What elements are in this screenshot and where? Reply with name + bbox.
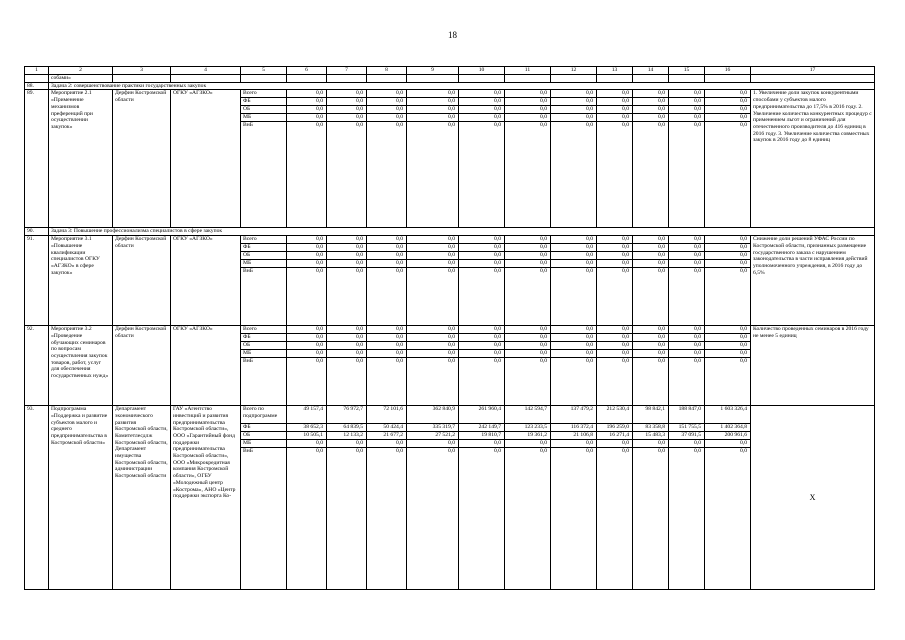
amount-cell: 0,0 <box>459 260 505 268</box>
amount-cell: 0,0 <box>705 448 751 590</box>
funding-source: Всего по подпрограмме <box>241 406 287 424</box>
funding-source: Всего <box>241 236 287 244</box>
col-header: 13 <box>597 67 633 75</box>
row-number: 93. <box>25 406 49 590</box>
amount-cell: 0,0 <box>407 440 459 448</box>
amount-cell: 0,0 <box>597 342 633 350</box>
task-row <box>25 228 875 236</box>
amount-cell: 0,0 <box>367 326 407 334</box>
amount-cell: 0,0 <box>459 244 505 252</box>
amount-cell: 0,0 <box>633 252 669 260</box>
funding-source: ОБ <box>241 342 287 350</box>
amount-cell: 0,0 <box>705 98 751 106</box>
amount-cell: 0,0 <box>367 106 407 114</box>
amount-cell: 0,0 <box>459 358 505 406</box>
amount-cell: 0,0 <box>407 448 459 590</box>
amount-cell: 0,0 <box>367 236 407 244</box>
amount-cell: 0,0 <box>505 342 551 350</box>
amount-cell: 0,0 <box>669 114 705 122</box>
amount-cell: 0,0 <box>705 342 751 350</box>
amount-cell: 0,0 <box>367 260 407 268</box>
amount-cell: 0,0 <box>407 252 459 260</box>
amount-cell: 151 755,5 <box>669 424 705 432</box>
amount-cell: 0,0 <box>327 236 367 244</box>
amount-cell: 0,0 <box>551 268 597 326</box>
amount-cell: 0,0 <box>287 326 327 334</box>
col-header: 2 <box>49 67 113 75</box>
amount-cell: 76 972,7 <box>327 406 367 424</box>
amount-cell: 0,0 <box>367 448 407 590</box>
amount-cell: 0,0 <box>367 114 407 122</box>
amount-cell: 0,0 <box>505 252 551 260</box>
amount-cell: 38 652,3 <box>287 424 327 432</box>
participant: ГАУ «Агентство инвестиций и развития предпринимательства Костромской области», ООО «Гарантийный фонд поддержки предпринимательства Костромской области», ООО «Микрокредитная компания Костромской области», ОГБУ «Молодежный центр «Кострома», АНО «Центр поддержки экспорта Ко- <box>171 406 241 590</box>
amount-cell: 0,0 <box>597 358 633 406</box>
amount-cell: 0,0 <box>327 358 367 406</box>
amount-cell: 0,0 <box>327 252 367 260</box>
funding-source: МБ <box>241 440 287 448</box>
amount-cell: 0,0 <box>551 358 597 406</box>
amount-cell: 0,0 <box>705 244 751 252</box>
amount-cell: 0,0 <box>287 334 327 342</box>
amount-cell: 0,0 <box>367 334 407 342</box>
amount-cell: 0,0 <box>633 90 669 98</box>
col-header: 3 <box>113 67 171 75</box>
col-header: 9 <box>407 67 459 75</box>
amount-cell: 0,0 <box>705 350 751 358</box>
responsible-executor: Департамент экономического развития Костромской области, Комитетлесдлж Костромской области, Департамент имущества Костромской области, администрации Костромской области <box>113 406 171 590</box>
amount-cell: 0,0 <box>407 334 459 342</box>
amount-cell: 0,0 <box>551 114 597 122</box>
amount-cell: 0,0 <box>505 98 551 106</box>
amount-cell: 0,0 <box>551 236 597 244</box>
amount-cell: 83 358,8 <box>633 424 669 432</box>
amount-cell: 98 842,1 <box>633 406 669 424</box>
amount-cell: 362 840,9 <box>407 406 459 424</box>
amount-cell: 0,0 <box>287 122 327 228</box>
amount-cell: 0,0 <box>597 350 633 358</box>
continuation-row <box>25 75 875 83</box>
amount-cell: 0,0 <box>597 122 633 228</box>
col-header: 12 <box>551 67 597 75</box>
responsible-executor: Дерфин Костромской области <box>113 326 171 406</box>
amount-cell: 142 594,7 <box>505 406 551 424</box>
amount-cell: 0,0 <box>459 252 505 260</box>
amount-cell: 0,0 <box>327 90 367 98</box>
activity-row <box>25 406 875 424</box>
amount-cell: 0,0 <box>287 440 327 448</box>
amount-cell: 0,0 <box>367 122 407 228</box>
amount-cell: 0,0 <box>327 326 367 334</box>
amount-cell: 1 402 364,8 <box>705 424 751 432</box>
amount-cell: 0,0 <box>407 98 459 106</box>
funding-source: Всего <box>241 90 287 98</box>
amount-cell: 0,0 <box>327 244 367 252</box>
amount-cell: 0,0 <box>287 350 327 358</box>
amount-cell: 0,0 <box>287 358 327 406</box>
amount-cell: 0,0 <box>459 326 505 334</box>
amount-cell: 0,0 <box>367 342 407 350</box>
amount-cell: 0,0 <box>287 106 327 114</box>
row-number: 88. <box>25 82 49 90</box>
funding-source: ОБ <box>241 432 287 440</box>
participant: ОГКУ «АГЗКО» <box>171 236 241 326</box>
amount-cell: 0,0 <box>633 440 669 448</box>
amount-cell: 0,0 <box>367 440 407 448</box>
funding-source: МБ <box>241 260 287 268</box>
amount-cell: 0,0 <box>459 106 505 114</box>
amount-cell: 0,0 <box>459 448 505 590</box>
amount-cell: 0,0 <box>505 448 551 590</box>
program-table <box>24 66 875 590</box>
amount-cell: 0,0 <box>705 252 751 260</box>
amount-cell: 0,0 <box>705 440 751 448</box>
amount-cell: 200 961,6 <box>705 432 751 440</box>
amount-cell: 0,0 <box>633 244 669 252</box>
amount-cell: 0,0 <box>407 114 459 122</box>
col-header: 15 <box>669 67 705 75</box>
responsible-executor: Дерфин Костромской области <box>113 90 171 228</box>
table-body <box>25 67 875 590</box>
amount-cell: 0,0 <box>633 106 669 114</box>
amount-cell: 0,0 <box>505 244 551 252</box>
amount-cell: 0,0 <box>705 268 751 326</box>
col-header: 8 <box>367 67 407 75</box>
amount-cell: 0,0 <box>407 236 459 244</box>
amount-cell: 0,0 <box>407 342 459 350</box>
amount-cell: 0,0 <box>705 114 751 122</box>
amount-cell: 0,0 <box>551 448 597 590</box>
amount-cell: 0,0 <box>551 342 597 350</box>
amount-cell: 0,0 <box>705 334 751 342</box>
funding-source: ФБ <box>241 98 287 106</box>
amount-cell: 0,0 <box>367 90 407 98</box>
amount-cell: 0,0 <box>669 244 705 252</box>
amount-cell: 0,0 <box>633 350 669 358</box>
amount-cell: 0,0 <box>669 236 705 244</box>
task-title: Задача 2: совершенствование практики государственных закупок <box>49 82 875 90</box>
amount-cell: 72 101,6 <box>367 406 407 424</box>
amount-cell: 0,0 <box>327 440 367 448</box>
page-number: 18 <box>448 30 457 40</box>
amount-cell: 0,0 <box>551 244 597 252</box>
amount-cell: 0,0 <box>505 334 551 342</box>
amount-cell: 0,0 <box>551 106 597 114</box>
amount-cell: 0,0 <box>459 114 505 122</box>
amount-cell: 0,0 <box>597 440 633 448</box>
amount-cell: 0,0 <box>669 448 705 590</box>
amount-cell: 0,0 <box>633 334 669 342</box>
amount-cell: 123 233,5 <box>505 424 551 432</box>
amount-cell: 21 677,2 <box>367 432 407 440</box>
amount-cell: 0,0 <box>287 252 327 260</box>
amount-cell: 0,0 <box>633 448 669 590</box>
amount-cell: 0,0 <box>597 260 633 268</box>
amount-cell: 0,0 <box>633 326 669 334</box>
col-header: 6 <box>287 67 327 75</box>
activity-name: Мероприятие 3.1 «Повышение квалификации специалистов ОГКУ «АГЗКО» в сфере закупок» <box>49 236 113 326</box>
amount-cell: 0,0 <box>407 260 459 268</box>
amount-cell: 19 361,2 <box>505 432 551 440</box>
row-number: 89. <box>25 90 49 228</box>
amount-cell: 0,0 <box>551 260 597 268</box>
amount-cell: 0,0 <box>327 448 367 590</box>
amount-cell: 0,0 <box>327 98 367 106</box>
amount-cell: 0,0 <box>505 440 551 448</box>
amount-cell: 0,0 <box>705 90 751 98</box>
amount-cell: 0,0 <box>287 114 327 122</box>
amount-cell: 0,0 <box>505 106 551 114</box>
amount-cell: 0,0 <box>597 326 633 334</box>
amount-cell: 0,0 <box>287 342 327 350</box>
amount-cell: 0,0 <box>551 98 597 106</box>
activity-row <box>25 236 875 244</box>
funding-source: МБ <box>241 350 287 358</box>
amount-cell: 0,0 <box>705 326 751 334</box>
amount-cell: 0,0 <box>633 260 669 268</box>
amount-cell: 0,0 <box>669 342 705 350</box>
amount-cell: 242 149,7 <box>459 424 505 432</box>
amount-cell: 0,0 <box>505 268 551 326</box>
amount-cell: 0,0 <box>633 358 669 406</box>
amount-cell: 0,0 <box>459 268 505 326</box>
amount-cell: 0,0 <box>551 90 597 98</box>
amount-cell: 0,0 <box>367 358 407 406</box>
amount-cell: 15 483,3 <box>633 432 669 440</box>
amount-cell: 0,0 <box>505 90 551 98</box>
amount-cell: 0,0 <box>669 252 705 260</box>
amount-cell: 0,0 <box>551 122 597 228</box>
amount-cell: 0,0 <box>459 236 505 244</box>
funding-source: ВнБ <box>241 268 287 326</box>
amount-cell: 137 479,2 <box>551 406 597 424</box>
amount-cell: 0,0 <box>669 358 705 406</box>
amount-cell: 0,0 <box>367 252 407 260</box>
expected-result: Х <box>751 406 875 590</box>
amount-cell: 0,0 <box>459 90 505 98</box>
funding-source: МБ <box>241 114 287 122</box>
amount-cell: 0,0 <box>505 358 551 406</box>
amount-cell: 0,0 <box>633 268 669 326</box>
amount-cell: 0,0 <box>597 98 633 106</box>
amount-cell: 0,0 <box>407 358 459 406</box>
amount-cell: 0,0 <box>327 260 367 268</box>
activity-name: Подпрограмма «Поддержка и развитие субъектов малого и среднего предпринимательства в Костромской области» <box>49 406 113 590</box>
col-header: 11 <box>505 67 551 75</box>
expected-result: Снижение доли решений УФАС России по Костромской области, признанных размещение государственного заказа с нарушением законодательства в части исправления действий уполномоченного учреждения, в 2016 году до 6,5% <box>751 236 875 326</box>
col-header: 5 <box>241 67 287 75</box>
amount-cell: 0,0 <box>459 98 505 106</box>
amount-cell: 0,0 <box>705 260 751 268</box>
amount-cell: 0,0 <box>669 122 705 228</box>
amount-cell: 0,0 <box>669 268 705 326</box>
col-header: 17 <box>751 67 875 75</box>
amount-cell: 0,0 <box>287 448 327 590</box>
expected-result: 1. Увеличение доли закупок конкурентными способами у субъектов малого предпринимательства до 17,5% в 2016 году. 2. Увеличение количества конкурентных процедур с применением льгот и ограничений для отечественного производителя до 416 единиц в 2016 году. 3. Увеличение количества совместных закупок в 2016 году до 8 единиц <box>751 90 875 228</box>
amount-cell: 0,0 <box>505 350 551 358</box>
amount-cell: 0,0 <box>459 334 505 342</box>
funding-source: ВнБ <box>241 448 287 590</box>
funding-source: Всего <box>241 326 287 334</box>
amount-cell: 0,0 <box>551 252 597 260</box>
amount-cell: 0,0 <box>459 440 505 448</box>
funding-source: ФБ <box>241 334 287 342</box>
amount-cell: 0,0 <box>287 236 327 244</box>
activity-row <box>25 326 875 334</box>
amount-cell: 0,0 <box>669 326 705 334</box>
col-header: 16 <box>705 67 751 75</box>
amount-cell: 16 271,4 <box>597 432 633 440</box>
row-number: 92. <box>25 326 49 406</box>
amount-cell: 116 372,4 <box>551 424 597 432</box>
amount-cell: 0,0 <box>551 326 597 334</box>
amount-cell: 188 847,0 <box>669 406 705 424</box>
amount-cell: 0,0 <box>597 90 633 98</box>
amount-cell: 0,0 <box>327 342 367 350</box>
amount-cell: 10 505,1 <box>287 432 327 440</box>
amount-cell: 0,0 <box>287 268 327 326</box>
amount-cell: 0,0 <box>597 114 633 122</box>
amount-cell: 0,0 <box>327 114 367 122</box>
amount-cell: 0,0 <box>669 98 705 106</box>
amount-cell: 21 106,8 <box>551 432 597 440</box>
amount-cell: 0,0 <box>459 122 505 228</box>
amount-cell: 0,0 <box>287 260 327 268</box>
amount-cell: 0,0 <box>633 114 669 122</box>
amount-cell: 0,0 <box>327 350 367 358</box>
amount-cell: 0,0 <box>633 98 669 106</box>
amount-cell: 0,0 <box>327 334 367 342</box>
amount-cell: 0,0 <box>633 342 669 350</box>
amount-cell: 0,0 <box>407 244 459 252</box>
amount-cell: 0,0 <box>407 268 459 326</box>
amount-cell: 0,0 <box>669 90 705 98</box>
funding-source: ВнБ <box>241 122 287 228</box>
amount-cell: 0,0 <box>597 252 633 260</box>
amount-cell: 0,0 <box>327 106 367 114</box>
col-header: 1 <box>25 67 49 75</box>
amount-cell: 0,0 <box>505 236 551 244</box>
amount-cell: 0,0 <box>327 268 367 326</box>
amount-cell: 0,0 <box>287 244 327 252</box>
activity-name: Мероприятие 3.2 «Проведение обучающих семинаров по вопросам осуществления закупок товаров, работ, услуг для обеспечения государственных нужд» <box>49 326 113 406</box>
amount-cell: 0,0 <box>705 122 751 228</box>
amount-cell: 0,0 <box>597 244 633 252</box>
col-header: 4 <box>171 67 241 75</box>
amount-cell: 0,0 <box>327 122 367 228</box>
amount-cell: 0,0 <box>669 350 705 358</box>
col-header: 14 <box>633 67 669 75</box>
expected-result: Количество проведенных семинаров в 2016 году не менее 5 единиц <box>751 326 875 406</box>
amount-cell: 0,0 <box>669 440 705 448</box>
amount-cell: 0,0 <box>407 106 459 114</box>
participant: ОГКУ «АГЗКО» <box>171 90 241 228</box>
amount-cell: 0,0 <box>669 334 705 342</box>
amount-cell: 0,0 <box>551 334 597 342</box>
amount-cell: 0,0 <box>287 90 327 98</box>
task-row <box>25 82 875 90</box>
funding-source: ВнБ <box>241 358 287 406</box>
amount-cell: 212 530,4 <box>597 406 633 424</box>
amount-cell: 0,0 <box>597 268 633 326</box>
amount-cell: 0,0 <box>705 358 751 406</box>
amount-cell: 0,0 <box>505 114 551 122</box>
col-header: 7 <box>327 67 367 75</box>
amount-cell: 0,0 <box>551 350 597 358</box>
row-number: 90. <box>25 228 49 236</box>
amount-cell: 0,0 <box>407 326 459 334</box>
amount-cell: 0,0 <box>367 268 407 326</box>
amount-cell: 49 157,4 <box>287 406 327 424</box>
task-title: Задача 3: Повышение профессионализма специалистов в сфере закупок <box>49 228 875 236</box>
amount-cell: 0,0 <box>367 98 407 106</box>
amount-cell: 0,0 <box>551 440 597 448</box>
amount-cell: 12 133,2 <box>327 432 367 440</box>
amount-cell: 0,0 <box>597 106 633 114</box>
funding-source: ФБ <box>241 244 287 252</box>
funding-source: ФБ <box>241 424 287 432</box>
amount-cell: 0,0 <box>407 350 459 358</box>
row-number: 91. <box>25 236 49 326</box>
amount-cell: 0,0 <box>597 236 633 244</box>
amount-cell: 0,0 <box>407 90 459 98</box>
amount-cell: 27 521,2 <box>407 432 459 440</box>
amount-cell: 64 839,5 <box>327 424 367 432</box>
amount-cell: 261 960,4 <box>459 406 505 424</box>
amount-cell: 0,0 <box>505 122 551 228</box>
row-number <box>25 75 49 83</box>
amount-cell: 1 603 326,4 <box>705 406 751 424</box>
amount-cell: 0,0 <box>705 236 751 244</box>
amount-cell: 50 424,4 <box>367 424 407 432</box>
amount-cell: 0,0 <box>597 334 633 342</box>
funding-source: ОБ <box>241 106 287 114</box>
amount-cell: 19 810,7 <box>459 432 505 440</box>
amount-cell: 335 319,7 <box>407 424 459 432</box>
continuation-text: собами» <box>49 75 113 83</box>
amount-cell: 0,0 <box>597 448 633 590</box>
amount-cell: 0,0 <box>505 260 551 268</box>
amount-cell: 0,0 <box>367 350 407 358</box>
amount-cell: 0,0 <box>633 236 669 244</box>
col-header: 10 <box>459 67 505 75</box>
amount-cell: 0,0 <box>669 260 705 268</box>
amount-cell: 0,0 <box>459 342 505 350</box>
amount-cell: 0,0 <box>705 106 751 114</box>
participant: ОГКУ «АГЗКО» <box>171 326 241 406</box>
amount-cell: 0,0 <box>633 122 669 228</box>
activity-name: Мероприятие 2.1 «Применение механизмов преференций при осуществлении закупок» <box>49 90 113 228</box>
amount-cell: 37 091,5 <box>669 432 705 440</box>
activity-row <box>25 90 875 98</box>
amount-cell: 0,0 <box>407 122 459 228</box>
header-row <box>25 67 875 75</box>
funding-source: ОБ <box>241 252 287 260</box>
amount-cell: 0,0 <box>367 244 407 252</box>
amount-cell: 196 259,0 <box>597 424 633 432</box>
amount-cell: 0,0 <box>669 106 705 114</box>
amount-cell: 0,0 <box>459 350 505 358</box>
amount-cell: 0,0 <box>287 98 327 106</box>
responsible-executor: Дерфин Костромской области <box>113 236 171 326</box>
amount-cell: 0,0 <box>505 326 551 334</box>
